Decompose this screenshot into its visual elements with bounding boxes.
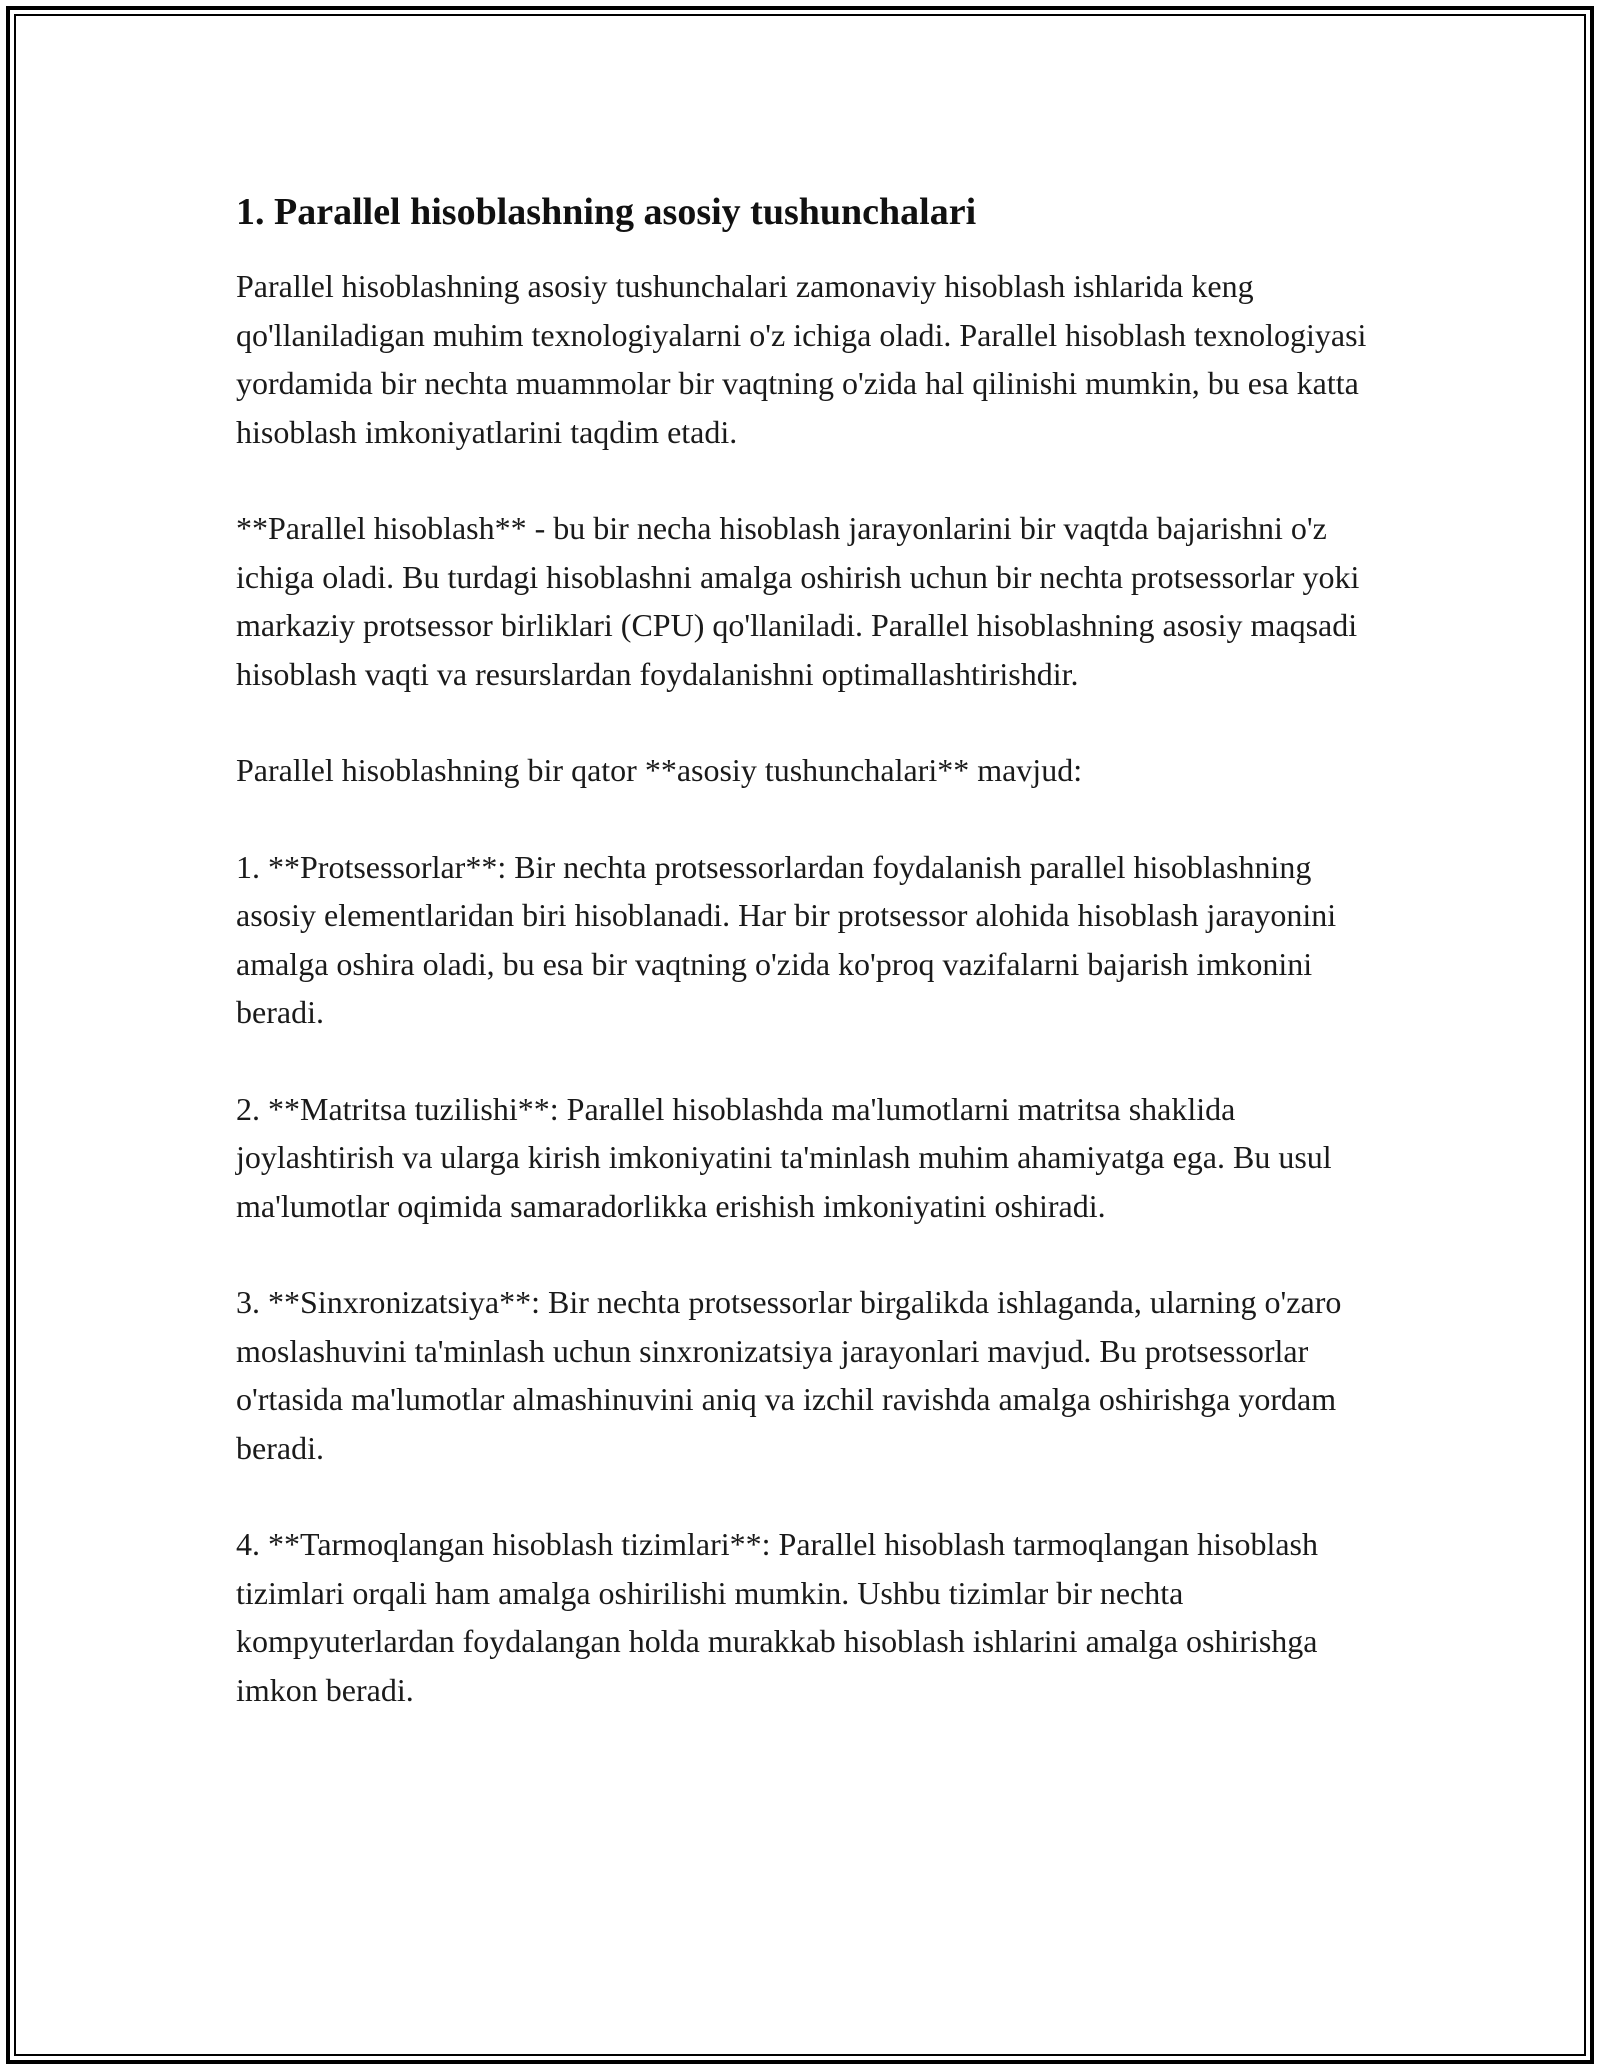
document-body bbox=[236, 186, 1386, 1762]
list-item-synchronization: 3. **Sinxronizatsiya**: Bir nechta protsessorlar birgalikda ishlaganda, ularning o'zaro moslashuvini ta'minlash uchun sinxronizatsiya jarayonlari mavjud. Bu protsessorlar o'rtasida ma'lumotlar almashinuvini aniq va izchil ravishda amalga oshirishga yordam beradi. bbox=[236, 1284, 1342, 1466]
paragraph-intro: Parallel hisoblashning asosiy tushunchalari zamonaviy hisoblash ishlarida keng qo'llaniladigan muhim texnologiyalarni o'z ichiga oladi. Parallel hisoblash texnologiyasi yordamida bir nechta muammolar bir vaqtning o'zida hal qilinishi mumkin, bu esa katta hisoblash imkoniyatlarini taqdim etadi. bbox=[236, 268, 1367, 450]
list-item-processors: 1. **Protsessorlar**: Bir nechta protsessorlardan foydalanish parallel hisoblashning asosiy elementlaridan biri hisoblanadi. Har bir protsessor alohida hisoblash jarayonini amalga oshira oladi, bu esa bir vaqtning o'zida ko'proq vazifalarni bajarish imkonini beradi. bbox=[236, 848, 1337, 1030]
list-item-distributed-systems: 4. **Tarmoqlangan hisoblash tizimlari**: Parallel hisoblash tarmoqlangan hisoblash tizimlari orqali ham amalga oshirilishi mumkin. Ushbu tizimlar bir nechta kompyuterlardan foydalangan holda murakkab hisoblash ishlarini amalga oshirishga imkon beradi. bbox=[236, 1526, 1318, 1708]
paragraph-concepts-lead: Parallel hisoblashning bir qator **asosiy tushunchalari** mavjud: bbox=[236, 752, 1083, 788]
list-item-matrix-structure: 2. **Matritsa tuzilishi**: Parallel hisoblashda ma'lumotlarni matritsa shaklida joylashtirish va ularga kirish imkoniyatini ta'minlash muhim ahamiyatga ega. Bu usul ma'lumotlar oqimida samaradorlikka erishish imkoniyatini oshiradi. bbox=[236, 1090, 1332, 1224]
paragraph-definition: **Parallel hisoblash** - bu bir necha hisoblash jarayonlarini bir vaqtda bajarishni o'z ichiga oladi. Bu turdagi hisoblashni amalga oshirish uchun bir nechta protsessorlar yoki markaziy protsessor birliklari (CPU) qo'llaniladi. Parallel hisoblashning asosiy maqsadi hisoblash vaqti va resurslardan foydalanishni optimallashtirishdir. bbox=[236, 510, 1360, 692]
section-heading: 1. Parallel hisoblashning asosiy tushunchalari bbox=[236, 191, 977, 233]
